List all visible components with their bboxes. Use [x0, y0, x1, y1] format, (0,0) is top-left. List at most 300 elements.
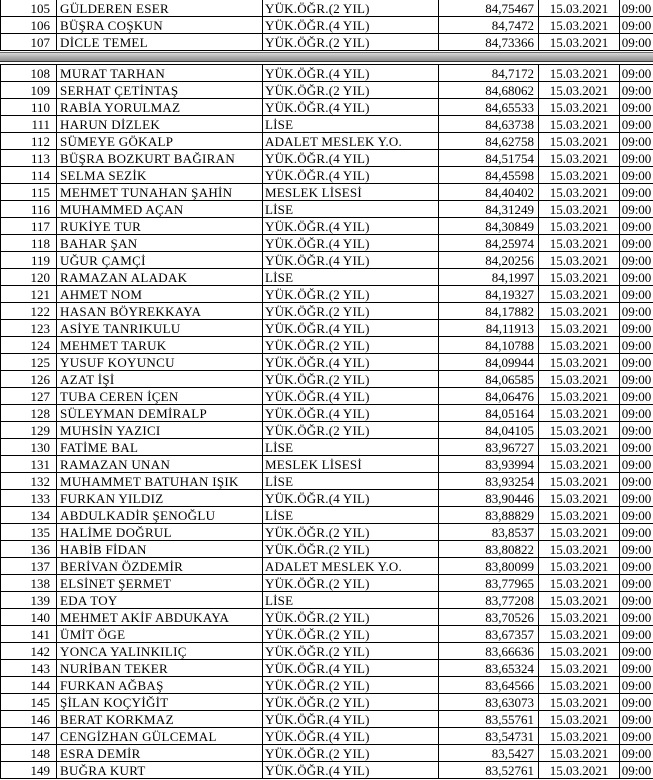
row-number: 137 — [1, 558, 57, 575]
candidate-name: RUKİYE TUR — [57, 218, 263, 235]
exam-time: 09:00 — [620, 34, 653, 51]
score: 83,90446 — [439, 490, 539, 507]
exam-date: 15.03.2021 — [539, 524, 620, 541]
exam-date: 15.03.2021 — [539, 575, 620, 592]
exam-date: 15.03.2021 — [539, 711, 620, 728]
candidate-name: SELMA SEZİK — [57, 167, 263, 184]
education-level: YÜK.ÖĞR.(2 YIL) — [263, 371, 439, 388]
exam-time: 09:00 — [620, 150, 653, 167]
table-row — [1, 34, 653, 51]
score: 83,93254 — [439, 473, 539, 490]
score: 84,11913 — [439, 320, 539, 337]
row-number: 108 — [1, 65, 57, 82]
candidate-name: FATİME BAL — [57, 439, 263, 456]
row-number: 119 — [1, 252, 57, 269]
education-level: ADALET MESLEK Y.O. — [263, 133, 439, 150]
education-level: MESLEK LİSESİ — [263, 456, 439, 473]
exam-time: 09:00 — [620, 558, 653, 575]
exam-date: 15.03.2021 — [539, 133, 620, 150]
candidate-name: ÜMİT ÖGE — [57, 626, 263, 643]
row-number: 128 — [1, 405, 57, 422]
row-number: 141 — [1, 626, 57, 643]
row-number: 107 — [1, 34, 57, 51]
table-row — [1, 354, 653, 371]
table-row — [1, 473, 653, 490]
score: 84,06585 — [439, 371, 539, 388]
ranking-table — [0, 64, 653, 779]
exam-time: 09:00 — [620, 82, 653, 99]
table-row — [1, 626, 653, 643]
score: 83,64566 — [439, 677, 539, 694]
candidate-name: EDA TOY — [57, 592, 263, 609]
exam-time: 09:00 — [620, 643, 653, 660]
education-level: LİSE — [263, 201, 439, 218]
exam-time: 09:00 — [620, 439, 653, 456]
education-level: YÜK.ÖĞR.(4 YIL) — [263, 388, 439, 405]
score: 83,52761 — [439, 762, 539, 779]
education-level: YÜK.ÖĞR.(4 YIL) — [263, 17, 439, 34]
education-level: LİSE — [263, 592, 439, 609]
ranking-table-top — [0, 0, 653, 51]
exam-date: 15.03.2021 — [539, 592, 620, 609]
education-level: YÜK.ÖĞR.(4 YIL) — [263, 320, 439, 337]
row-number: 121 — [1, 286, 57, 303]
score: 84,7172 — [439, 65, 539, 82]
exam-time: 09:00 — [620, 17, 653, 34]
score: 84,62758 — [439, 133, 539, 150]
exam-date: 15.03.2021 — [539, 0, 620, 17]
score: 84,40402 — [439, 184, 539, 201]
candidate-name: MEHMET TARUK — [57, 337, 263, 354]
education-level: YÜK.ÖĞR.(2 YIL) — [263, 82, 439, 99]
score: 84,19327 — [439, 286, 539, 303]
candidate-name: HASAN BÖYREKKAYA — [57, 303, 263, 320]
education-level: YÜK.ÖĞR.(2 YIL) — [263, 0, 439, 17]
exam-date: 15.03.2021 — [539, 677, 620, 694]
table-row — [1, 201, 653, 218]
exam-time: 09:00 — [620, 728, 653, 745]
education-level: LİSE — [263, 473, 439, 490]
exam-date: 15.03.2021 — [539, 439, 620, 456]
education-level: YÜK.ÖĞR.(2 YIL) — [263, 422, 439, 439]
exam-date: 15.03.2021 — [539, 507, 620, 524]
exam-date: 15.03.2021 — [539, 643, 620, 660]
row-number: 144 — [1, 677, 57, 694]
exam-date: 15.03.2021 — [539, 235, 620, 252]
table-row — [1, 320, 653, 337]
candidate-name: BÜŞRA BOZKURT BAĞIRAN — [57, 150, 263, 167]
exam-time: 09:00 — [620, 711, 653, 728]
table-row — [1, 762, 653, 779]
score: 83,65324 — [439, 660, 539, 677]
exam-date: 15.03.2021 — [539, 422, 620, 439]
education-level: YÜK.ÖĞR.(2 YIL) — [263, 337, 439, 354]
row-number: 145 — [1, 694, 57, 711]
table-row — [1, 422, 653, 439]
education-level: YÜK.ÖĞR.(2 YIL) — [263, 524, 439, 541]
exam-time: 09:00 — [620, 541, 653, 558]
candidate-name: BERAT KORKMAZ — [57, 711, 263, 728]
exam-date: 15.03.2021 — [539, 337, 620, 354]
exam-time: 09:00 — [620, 677, 653, 694]
exam-time: 09:00 — [620, 167, 653, 184]
score: 83,8537 — [439, 524, 539, 541]
candidate-name: BÜŞRA COŞKUN — [57, 17, 263, 34]
exam-date: 15.03.2021 — [539, 17, 620, 34]
candidate-name: BERİVAN ÖZDEMİR — [57, 558, 263, 575]
table-row — [1, 167, 653, 184]
exam-date: 15.03.2021 — [539, 218, 620, 235]
table-row — [1, 490, 653, 507]
education-level: YÜK.ÖĞR.(2 YIL) — [263, 745, 439, 762]
table-row — [1, 507, 653, 524]
row-number: 124 — [1, 337, 57, 354]
table-row — [1, 711, 653, 728]
table-row — [1, 99, 653, 116]
exam-date: 15.03.2021 — [539, 65, 620, 82]
candidate-name: SÜLEYMAN DEMİRALP — [57, 405, 263, 422]
row-number: 105 — [1, 0, 57, 17]
score: 83,54731 — [439, 728, 539, 745]
education-level: LİSE — [263, 439, 439, 456]
exam-date: 15.03.2021 — [539, 371, 620, 388]
exam-date: 15.03.2021 — [539, 745, 620, 762]
education-level: YÜK.ÖĞR.(4 YIL) — [263, 490, 439, 507]
row-number: 131 — [1, 456, 57, 473]
table-row — [1, 388, 653, 405]
row-number: 120 — [1, 269, 57, 286]
table-row — [1, 303, 653, 320]
candidate-name: MEHMET AKİF ABDUKAYA — [57, 609, 263, 626]
table-row — [1, 745, 653, 762]
education-level: YÜK.ÖĞR.(2 YIL) — [263, 609, 439, 626]
score: 84,7472 — [439, 17, 539, 34]
row-number: 114 — [1, 167, 57, 184]
table-row — [1, 609, 653, 626]
education-level: YÜK.ÖĞR.(2 YIL) — [263, 303, 439, 320]
candidate-name: HABİB FİDAN — [57, 541, 263, 558]
score: 83,96727 — [439, 439, 539, 456]
exam-date: 15.03.2021 — [539, 405, 620, 422]
row-number: 111 — [1, 116, 57, 133]
candidate-name: FURKAN AĞBAŞ — [57, 677, 263, 694]
row-number: 132 — [1, 473, 57, 490]
candidate-name: RAMAZAN UNAN — [57, 456, 263, 473]
exam-time: 09:00 — [620, 660, 653, 677]
score: 84,06476 — [439, 388, 539, 405]
education-level: YÜK.ÖĞR.(2 YIL) — [263, 286, 439, 303]
exam-date: 15.03.2021 — [539, 490, 620, 507]
exam-date: 15.03.2021 — [539, 150, 620, 167]
score: 84,04105 — [439, 422, 539, 439]
candidate-name: HALİME DOĞRUL — [57, 524, 263, 541]
exam-date: 15.03.2021 — [539, 558, 620, 575]
exam-time: 09:00 — [620, 116, 653, 133]
score: 84,75467 — [439, 0, 539, 17]
candidate-name: SERHAT ÇETİNTAŞ — [57, 82, 263, 99]
exam-time: 09:00 — [620, 99, 653, 116]
education-level: YÜK.ÖĞR.(4 YIL) — [263, 252, 439, 269]
exam-time: 09:00 — [620, 337, 653, 354]
candidate-name: ŞİLAN KOÇYİĞİT — [57, 694, 263, 711]
row-number: 143 — [1, 660, 57, 677]
row-number: 148 — [1, 745, 57, 762]
score: 84,31249 — [439, 201, 539, 218]
table-row — [1, 405, 653, 422]
exam-time: 09:00 — [620, 184, 653, 201]
candidate-name: AZAT İŞİ — [57, 371, 263, 388]
exam-time: 09:00 — [620, 524, 653, 541]
score: 83,66636 — [439, 643, 539, 660]
row-number: 135 — [1, 524, 57, 541]
table-row — [1, 184, 653, 201]
exam-time: 09:00 — [620, 303, 653, 320]
exam-date: 15.03.2021 — [539, 626, 620, 643]
education-level: YÜK.ÖĞR.(2 YIL) — [263, 541, 439, 558]
row-number: 125 — [1, 354, 57, 371]
exam-time: 09:00 — [620, 286, 653, 303]
score: 83,88829 — [439, 507, 539, 524]
score: 83,77965 — [439, 575, 539, 592]
exam-date: 15.03.2021 — [539, 660, 620, 677]
table-row — [1, 728, 653, 745]
exam-time: 09:00 — [620, 252, 653, 269]
candidate-name: ABDULKADİR ŞENOĞLU — [57, 507, 263, 524]
exam-time: 09:00 — [620, 762, 653, 779]
exam-date: 15.03.2021 — [539, 694, 620, 711]
score: 84,1997 — [439, 269, 539, 286]
exam-time: 09:00 — [620, 405, 653, 422]
row-number: 138 — [1, 575, 57, 592]
table-row — [1, 558, 653, 575]
education-level: YÜK.ÖĞR.(4 YIL) — [263, 218, 439, 235]
table-row — [1, 82, 653, 99]
exam-time: 09:00 — [620, 473, 653, 490]
exam-date: 15.03.2021 — [539, 354, 620, 371]
table-row — [1, 660, 653, 677]
score: 83,80099 — [439, 558, 539, 575]
exam-time: 09:00 — [620, 320, 653, 337]
table-row — [1, 235, 653, 252]
exam-date: 15.03.2021 — [539, 320, 620, 337]
exam-time: 09:00 — [620, 65, 653, 82]
education-level: YÜK.ÖĞR.(2 YIL) — [263, 34, 439, 51]
exam-time: 09:00 — [620, 0, 653, 17]
education-level: LİSE — [263, 507, 439, 524]
table-row — [1, 65, 653, 82]
row-number: 110 — [1, 99, 57, 116]
score: 83,63073 — [439, 694, 539, 711]
candidate-name: SÜMEYE GÖKALP — [57, 133, 263, 150]
table-row — [1, 371, 653, 388]
exam-date: 15.03.2021 — [539, 541, 620, 558]
exam-time: 09:00 — [620, 507, 653, 524]
education-level: YÜK.ÖĞR.(4 YIL) — [263, 150, 439, 167]
row-number: 122 — [1, 303, 57, 320]
candidate-name: MUHAMMED AÇAN — [57, 201, 263, 218]
exam-time: 09:00 — [620, 609, 653, 626]
exam-time: 09:00 — [620, 745, 653, 762]
score: 83,70526 — [439, 609, 539, 626]
exam-date: 15.03.2021 — [539, 388, 620, 405]
exam-date: 15.03.2021 — [539, 34, 620, 51]
exam-date: 15.03.2021 — [539, 167, 620, 184]
row-number: 147 — [1, 728, 57, 745]
exam-time: 09:00 — [620, 371, 653, 388]
table-row — [1, 694, 653, 711]
exam-date: 15.03.2021 — [539, 286, 620, 303]
education-level: YÜK.ÖĞR.(4 YIL) — [263, 405, 439, 422]
score: 83,67357 — [439, 626, 539, 643]
score: 84,73366 — [439, 34, 539, 51]
education-level: ADALET MESLEK Y.O. — [263, 558, 439, 575]
row-number: 134 — [1, 507, 57, 524]
score: 84,25974 — [439, 235, 539, 252]
education-level: YÜK.ÖĞR.(2 YIL) — [263, 694, 439, 711]
exam-time: 09:00 — [620, 388, 653, 405]
candidate-name: CENGİZHAN GÜLCEMAL — [57, 728, 263, 745]
score: 83,80822 — [439, 541, 539, 558]
exam-date: 15.03.2021 — [539, 82, 620, 99]
exam-date: 15.03.2021 — [539, 252, 620, 269]
row-number: 113 — [1, 150, 57, 167]
row-number: 130 — [1, 439, 57, 456]
education-level: YÜK.ÖĞR.(4 YIL) — [263, 235, 439, 252]
exam-time: 09:00 — [620, 269, 653, 286]
candidate-name: DİCLE TEMEL — [57, 34, 263, 51]
table-row — [1, 269, 653, 286]
row-number: 136 — [1, 541, 57, 558]
education-level: YÜK.ÖĞR.(4 YIL) — [263, 65, 439, 82]
score: 84,30849 — [439, 218, 539, 235]
row-number: 149 — [1, 762, 57, 779]
score: 83,93994 — [439, 456, 539, 473]
exam-date: 15.03.2021 — [539, 303, 620, 320]
exam-date: 15.03.2021 — [539, 728, 620, 745]
education-level: YÜK.ÖĞR.(2 YIL) — [263, 575, 439, 592]
exam-time: 09:00 — [620, 201, 653, 218]
row-number: 115 — [1, 184, 57, 201]
exam-date: 15.03.2021 — [539, 609, 620, 626]
candidate-name: NURİBAN TEKER — [57, 660, 263, 677]
candidate-name: HARUN DİZLEK — [57, 116, 263, 133]
row-number: 127 — [1, 388, 57, 405]
row-number: 126 — [1, 371, 57, 388]
score: 84,45598 — [439, 167, 539, 184]
exam-date: 15.03.2021 — [539, 201, 620, 218]
table-row — [1, 133, 653, 150]
candidate-name: ASİYE TANRIKULU — [57, 320, 263, 337]
education-level: YÜK.ÖĞR.(2 YIL) — [263, 643, 439, 660]
table-row — [1, 439, 653, 456]
education-level: YÜK.ÖĞR.(2 YIL) — [263, 677, 439, 694]
table-row — [1, 524, 653, 541]
exam-time: 09:00 — [620, 626, 653, 643]
candidate-name: BAHAR ŞAN — [57, 235, 263, 252]
row-number: 146 — [1, 711, 57, 728]
candidate-name: ELSİNET ŞERMET — [57, 575, 263, 592]
exam-time: 09:00 — [620, 575, 653, 592]
table-row — [1, 0, 653, 17]
exam-date: 15.03.2021 — [539, 269, 620, 286]
exam-time: 09:00 — [620, 218, 653, 235]
table-row — [1, 150, 653, 167]
candidate-name: RABİA YORULMAZ — [57, 99, 263, 116]
row-number: 112 — [1, 133, 57, 150]
row-number: 139 — [1, 592, 57, 609]
score: 84,05164 — [439, 405, 539, 422]
education-level: YÜK.ÖĞR.(4 YIL) — [263, 728, 439, 745]
row-number: 123 — [1, 320, 57, 337]
exam-date: 15.03.2021 — [539, 116, 620, 133]
table-row — [1, 17, 653, 34]
ranking-table-top-body — [1, 0, 653, 51]
score: 84,10788 — [439, 337, 539, 354]
exam-time: 09:00 — [620, 422, 653, 439]
row-number: 109 — [1, 82, 57, 99]
candidate-name: YUSUF KOYUNCU — [57, 354, 263, 371]
exam-date: 15.03.2021 — [539, 184, 620, 201]
exam-date: 15.03.2021 — [539, 473, 620, 490]
education-level: YÜK.ÖĞR.(4 YIL) — [263, 354, 439, 371]
row-number: 106 — [1, 17, 57, 34]
exam-time: 09:00 — [620, 592, 653, 609]
score: 84,68062 — [439, 82, 539, 99]
exam-time: 09:00 — [620, 133, 653, 150]
score: 84,63738 — [439, 116, 539, 133]
exam-time: 09:00 — [620, 235, 653, 252]
exam-time: 09:00 — [620, 694, 653, 711]
table-row — [1, 643, 653, 660]
candidate-name: TUBA CEREN İÇEN — [57, 388, 263, 405]
candidate-name: AHMET NOM — [57, 286, 263, 303]
row-number: 117 — [1, 218, 57, 235]
candidate-name: MEHMET TUNAHAN ŞAHİN — [57, 184, 263, 201]
table-row — [1, 286, 653, 303]
score: 83,55761 — [439, 711, 539, 728]
table-row — [1, 116, 653, 133]
score: 84,20256 — [439, 252, 539, 269]
candidate-name: MUHAMMET BATUHAN IŞIK — [57, 473, 263, 490]
exam-date: 15.03.2021 — [539, 99, 620, 116]
candidate-name: FURKAN YILDIZ — [57, 490, 263, 507]
candidate-name: UĞUR ÇAMÇİ — [57, 252, 263, 269]
exam-time: 09:00 — [620, 490, 653, 507]
table-row — [1, 337, 653, 354]
table-row — [1, 677, 653, 694]
score: 84,17882 — [439, 303, 539, 320]
row-number: 140 — [1, 609, 57, 626]
exam-time: 09:00 — [620, 456, 653, 473]
education-level: YÜK.ÖĞR.(4 YIL) — [263, 660, 439, 677]
table-row — [1, 252, 653, 269]
candidate-name: RAMAZAN ALADAK — [57, 269, 263, 286]
table-row — [1, 456, 653, 473]
candidate-name: YONCA YALINKILIÇ — [57, 643, 263, 660]
row-number: 142 — [1, 643, 57, 660]
table-row — [1, 575, 653, 592]
score: 84,09944 — [439, 354, 539, 371]
education-level: LİSE — [263, 116, 439, 133]
table-row — [1, 592, 653, 609]
education-level: YÜK.ÖĞR.(2 YIL) — [263, 626, 439, 643]
score: 84,51754 — [439, 150, 539, 167]
education-level: YÜK.ÖĞR.(4 YIL) — [263, 167, 439, 184]
candidate-name: MURAT TARHAN — [57, 65, 263, 82]
education-level: YÜK.ÖĞR.(4 YIL) — [263, 762, 439, 779]
page-break-separator — [0, 52, 653, 62]
score: 83,5427 — [439, 745, 539, 762]
